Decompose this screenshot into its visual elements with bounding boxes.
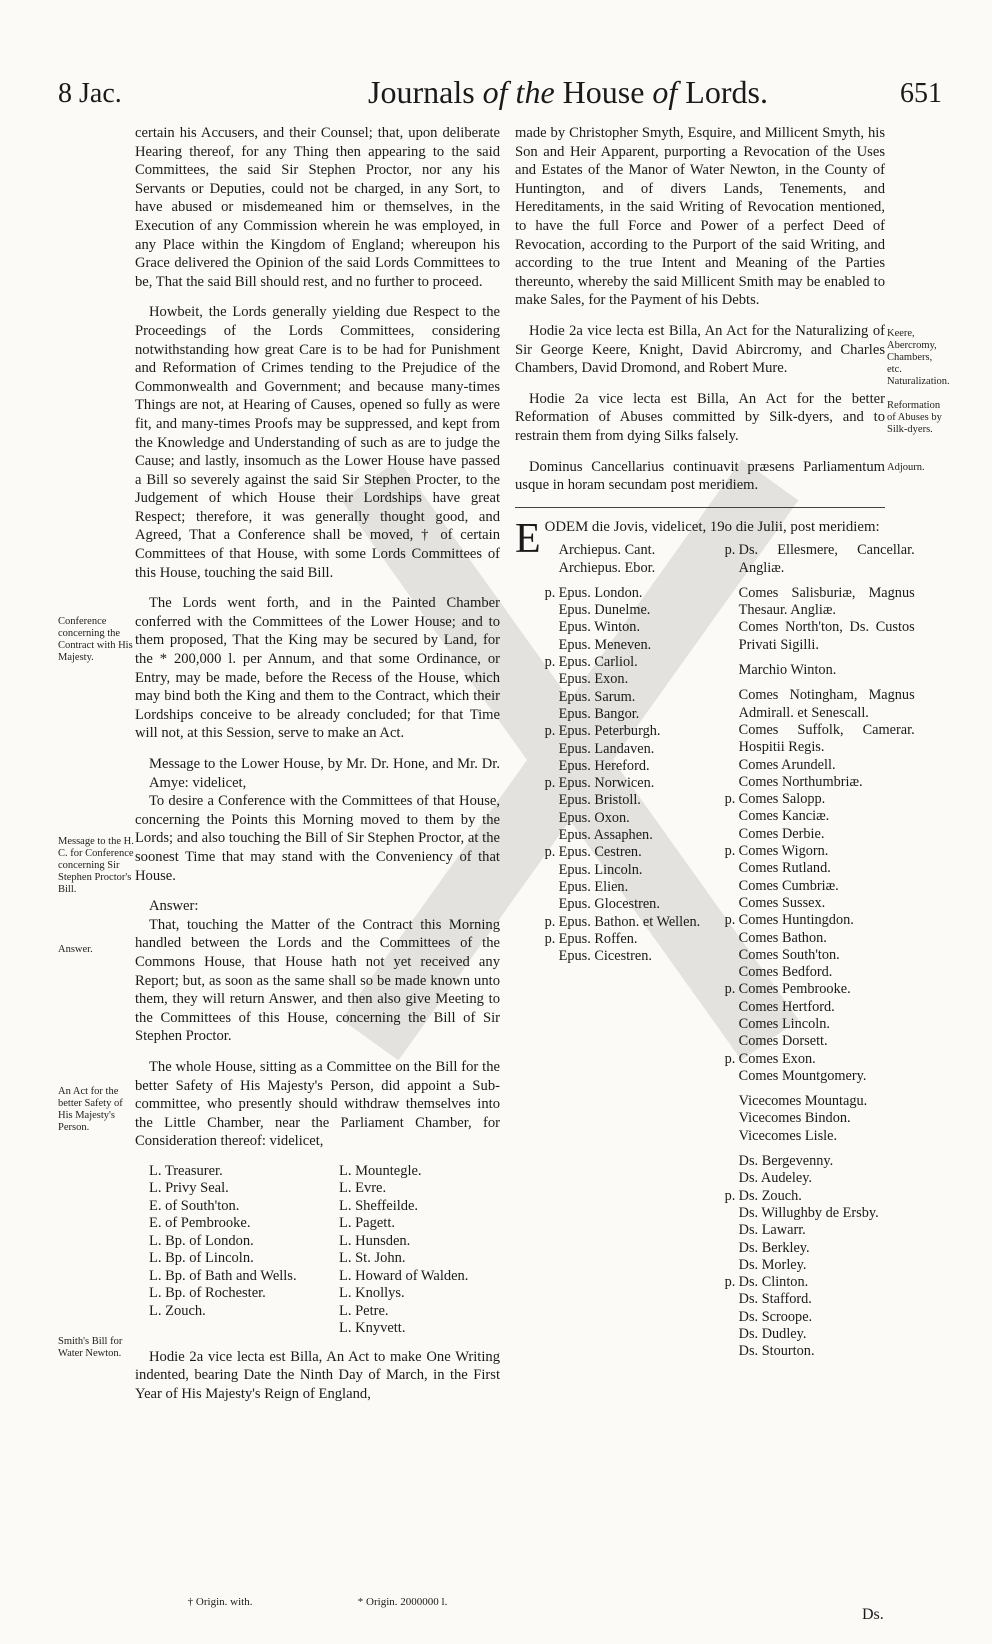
attendee: [545, 792, 725, 809]
drop-cap: E: [515, 515, 541, 562]
attendee: [725, 1033, 915, 1050]
attendee: [725, 585, 915, 620]
attendee-name: Epus. Bangor.: [558, 705, 640, 722]
attendee: [725, 1188, 915, 1205]
attendee: [725, 1068, 915, 1085]
committee-member: L. Hunsden.: [339, 1232, 411, 1249]
attendee-name: Vicecomes Mountagu.: [738, 1093, 868, 1110]
attendee: [725, 1110, 915, 1127]
attendee-name: Ds. Stafford.: [738, 1291, 812, 1308]
attendee: [725, 1291, 915, 1308]
committee-member: L. Bp. of Bath and Wells.: [149, 1267, 297, 1284]
attendee: [545, 879, 725, 896]
committee-member: L. Bp. of Lincoln.: [149, 1250, 254, 1267]
attendee-name: Epus. Carliol.: [558, 654, 638, 671]
attendee-name: Ds. Audeley.: [738, 1170, 812, 1187]
attendee: [725, 826, 915, 843]
committee-member: L. Privy Seal.: [149, 1180, 229, 1197]
footnote: * Origin. 2000000 l.: [357, 1596, 448, 1608]
attendee: [725, 964, 915, 981]
list-gap: [725, 577, 915, 585]
footnote: † Origin. with.: [187, 1596, 253, 1608]
attendee: [725, 1016, 915, 1033]
committee-member: L. Petre.: [339, 1302, 389, 1319]
attendee: [545, 706, 725, 723]
attendee-name: Epus. Cestren.: [558, 844, 642, 861]
attendee-name: Epus. Bristoll.: [558, 792, 641, 809]
attendee: [725, 1257, 915, 1274]
attendee-name: Epus. London.: [558, 584, 643, 601]
list-gap: [725, 654, 915, 662]
attendee-name: Comes Kanciæ.: [738, 808, 830, 825]
attendee-name: Epus. Sarum.: [558, 688, 636, 705]
attendee-name: Comes Exon.: [738, 1050, 816, 1067]
title-part: Journals: [368, 74, 483, 110]
attendee: [545, 671, 725, 688]
section-divider: [515, 507, 885, 508]
attendee: [545, 914, 725, 931]
present-mark: p.: [724, 1274, 736, 1291]
present-mark: p.: [544, 654, 556, 671]
attendee-name: Epus. Bathon. et Wellen.: [558, 913, 701, 930]
attendee-name: Comes North'ton, Ds. Custos Privati Sigilli.: [738, 619, 915, 653]
attendee-name: Comes South'ton.: [738, 946, 840, 963]
attendee: [725, 1222, 915, 1239]
attendee-name: Epus. Hereford.: [558, 757, 650, 774]
present-mark: p.: [544, 913, 556, 930]
committee-member: L. Knyvett.: [339, 1320, 406, 1337]
attendee-name: Comes Wigorn.: [738, 843, 829, 860]
committee-member: L. Pagett.: [339, 1215, 395, 1232]
page-number: 651: [900, 78, 942, 109]
attendee: [725, 1274, 915, 1291]
attendance-heading-text: ODEM die Jovis, videlicet, 19o die Julii, post meridiem:: [544, 518, 880, 535]
present-mark: p.: [724, 791, 736, 808]
present-mark: p.: [724, 981, 736, 998]
attendee: [725, 662, 915, 679]
attendee-name: Epus. Peterburgh.: [558, 723, 661, 740]
committee-member: L. Sheffeilde.: [339, 1197, 419, 1214]
committee-member: L. Bp. of London.: [149, 1232, 254, 1249]
attendee: [545, 723, 725, 740]
attendee-name: Ds. Berkley.: [738, 1239, 810, 1256]
attendee-name: Comes Derbie.: [738, 825, 825, 842]
present-mark: p.: [724, 1050, 736, 1067]
present-mark: p.: [544, 930, 556, 947]
attendee-name: Comes Salisburiæ, Magnus Thesaur. Angliæ.: [738, 584, 915, 619]
paragraph: The Lords went forth, and in the Painted Chamber conferred with the Committees of the Lower House; and to them proposed, That the King may be secured by Land, for the * 200,000 l. per Annum, and that some Ordinance, or Entry, may be made, before the Recess of the House, which may bind both the King and them to the Contract, which their Lordships conceive to be already concluded; for that Time will not, at this Session, serve to make an Act.: [135, 595, 500, 742]
attendee: [725, 981, 915, 998]
margin-note: Answer.: [58, 944, 93, 955]
answer-heading: Answer:: [149, 898, 199, 915]
attendee-name: Ds. Lawarr.: [738, 1222, 806, 1239]
attendee: [725, 1309, 915, 1326]
attendee: [545, 741, 725, 758]
attendee: [725, 1128, 915, 1145]
attendee: [725, 774, 915, 791]
attendee-name: Comes Bedford.: [738, 964, 833, 981]
title-part: Lords.: [677, 74, 768, 110]
paragraph: The whole House, sitting as a Committee on the Bill for the better Safety of His Majesty's Person, did appoint a Sub-committee, who presently should withdraw themselves into the Little Chamber, near the Parliament Chamber, for Consideration thereof: videlicet,: [135, 1058, 500, 1150]
attendee: [545, 931, 725, 948]
attendee-name: Comes Mountgomery.: [738, 1067, 867, 1084]
attendee: [725, 895, 915, 912]
list-gap: [545, 577, 725, 585]
title-part: House: [554, 74, 653, 110]
attendee: [545, 810, 725, 827]
attendee-name: Epus. Cicestren.: [558, 948, 652, 965]
committee-member: L. Knollys.: [339, 1285, 405, 1302]
list-gap: [725, 1145, 915, 1153]
committee-member: [135, 1320, 325, 1338]
attendee-name: Comes Dorsett.: [738, 1033, 828, 1050]
attendee-name: Ds. Stourton.: [738, 1343, 815, 1360]
attendee: [725, 757, 915, 774]
margin-note: Reformation of Abuses by Silk-dyers.: [887, 400, 942, 435]
title-part: of the: [482, 74, 555, 110]
attendee-name: Ds. Dudley.: [738, 1326, 807, 1343]
attendee-name: Comes Sussex.: [738, 894, 826, 911]
committee-member: L. Howard of Walden.: [339, 1267, 469, 1284]
attendee-name: Epus. Oxon.: [558, 809, 630, 826]
attendee: [545, 619, 725, 636]
attendee: [545, 602, 725, 619]
attendee-name: Ds. Bergevenny.: [738, 1153, 834, 1170]
present-mark: p.: [544, 723, 556, 740]
attendee-name: Ds. Willughby de Ersby.: [738, 1204, 879, 1221]
attendee: [545, 896, 725, 913]
list-gap: [725, 679, 915, 687]
present-mark: p.: [724, 843, 736, 860]
attendee-name: Epus. Lincoln.: [558, 861, 643, 878]
attendee-name: Epus. Roffen.: [558, 930, 638, 947]
attendee: [725, 808, 915, 825]
attendee: [545, 948, 725, 965]
attendee: [725, 1170, 915, 1187]
attendee-name: Marchio Winton.: [738, 662, 837, 679]
attendee-name: Epus. Assaphen.: [558, 827, 653, 844]
attendee-name: Epus. Elien.: [558, 878, 629, 895]
attendee-name: Epus. Landaven.: [558, 740, 655, 757]
attendee: [545, 758, 725, 775]
attendee: [725, 843, 915, 860]
attendee: [545, 689, 725, 706]
paragraph: Hodie 2a vice lecta est Billa, An Act to make One Writing indented, bearing Date the Ninth Day of March, in the First Year of His Majesty's Reign of England,: [135, 1348, 500, 1403]
attendee-name: Comes Bathon.: [738, 929, 827, 946]
present-mark: p.: [724, 542, 736, 559]
attendee: [725, 1093, 915, 1110]
attendee: [725, 1051, 915, 1068]
attendee-name: Vicecomes Lisle.: [738, 1127, 838, 1144]
attendee: [725, 912, 915, 929]
attendee-name: Ds. Morley.: [738, 1256, 807, 1273]
attendee-name: Epus. Meneven.: [558, 636, 652, 653]
attendee-name: Ds. Zouch.: [738, 1187, 802, 1204]
paragraph: Dominus Cancellarius continuavit præsens Parliamentum usque in horam secundam post meridiem.: [515, 458, 885, 494]
attendee: [545, 542, 725, 559]
attendee: [725, 687, 915, 722]
margin-note: Conference concerning the Contract with His Majesty.: [58, 616, 133, 663]
regnal-year: 8 Jac.: [58, 78, 122, 109]
committee-member: L. Bp. of Rochester.: [149, 1285, 266, 1302]
attendee-name: Ds. Clinton.: [738, 1274, 809, 1291]
attendee: [725, 1240, 915, 1257]
message-heading: Message to the Lower House, by Mr. Dr. Hone, and Mr. Dr. Amye: videlicet,: [149, 756, 500, 791]
present-mark: p.: [544, 775, 556, 792]
committee-member: L. Evre.: [339, 1180, 387, 1197]
attendee: [545, 654, 725, 671]
journal-title: [368, 74, 768, 111]
attendee-name: Epus. Winton.: [558, 619, 641, 636]
attendee-name: Epus. Exon.: [558, 671, 629, 688]
attendance-list: [544, 542, 915, 1360]
paragraph: That, touching the Matter of the Contract this Morning handled between the Lords and the Committees of the Commons House, that House hath not yet received any Report; but, as soon as the same shall so be made known unto them, they will return Answer, and then also give Meeting to the Committees of this House, concerning the Bill of Sir Stephen Proctor.: [135, 916, 500, 1045]
present-mark: p.: [544, 844, 556, 861]
paragraph: Hodie 2a vice lecta est Billa, An Act for the Naturalizing of Sir George Keere, Knight, David Abircromy, and Charles Chambers, David Dromond, and Robert Mure.: [515, 322, 885, 377]
attendee-name: Comes Suffolk, Camerar. Hospitii Regis.: [738, 721, 915, 756]
attendee-name: Comes Northumbriæ.: [738, 773, 863, 790]
attendee: [725, 860, 915, 877]
attendee-name: Comes Arundell.: [738, 756, 836, 773]
committee-member: L. Zouch.: [149, 1302, 206, 1319]
attendee-name: Ds. Ellesmere, Cancellar. Angliæ.: [738, 542, 915, 576]
footnotes: [135, 1596, 500, 1608]
paragraph: made by Christopher Smyth, Esquire, and Millicent Smyth, his Son and Heir Apparent, purporting a Revocation of the Uses and Estates of the Manor of Water Newton, in the County of Huntington, and of divers Lands, Tenements, and Hereditaments, in the said Writing of Revocation mentioned, to have the full Force and Power of a perfect Deed of Revocation, according to the Purport of the said Writing, and according to the true Intent and Meaning of the Parties thereunto, whereby the said Millicent Smith may be enabled to make Sales, for the Payment of his Debts.: [515, 125, 885, 309]
margin-note: Message to the H. C. for Conference concerning Sir Stephen Proctor's Bill.: [58, 836, 134, 895]
attendee-name: Vicecomes Bindon.: [738, 1110, 851, 1127]
list-gap: [725, 1085, 915, 1093]
committee-member: L. Mountegle.: [339, 1162, 422, 1179]
attendee: [545, 560, 725, 577]
attendee-name: Archiepus. Cant.: [558, 542, 656, 559]
attendee: [545, 637, 725, 654]
attendee-name: Comes Pembrooke.: [738, 981, 851, 998]
attendee: [725, 542, 915, 577]
margin-note: Adjourn.: [887, 462, 925, 473]
left-column: [135, 124, 500, 1416]
committee-list: [135, 1163, 500, 1338]
attendee: [545, 585, 725, 602]
title-part: of: [652, 74, 678, 110]
attendee-name: Comes Notingham, Magnus Admirall. et Senescall.: [738, 687, 915, 721]
attendee: [725, 791, 915, 808]
attendee-name: Comes Huntingdon.: [738, 912, 854, 929]
present-mark: p.: [724, 1187, 736, 1204]
present-mark: p.: [724, 912, 736, 929]
attendee-name: Comes Cumbriæ.: [738, 877, 839, 894]
attendee-name: Ds. Scroope.: [738, 1308, 813, 1325]
attendee-name: Comes Hertford.: [738, 998, 835, 1015]
attendee: [545, 827, 725, 844]
paragraph: Hodie 2a vice lecta est Billa, An Act for the better Reformation of Abuses committed by Silk-dyers, and to restrain them from dying Silks falsely.: [515, 390, 885, 444]
running-header: [58, 72, 942, 122]
committee-member: E. of South'ton.: [149, 1197, 240, 1214]
attendee: [725, 619, 915, 654]
margin-note: Keere, Abercromy, Chambers, etc. Naturalization.: [887, 328, 950, 387]
attendee-name: Epus. Glocestren.: [558, 896, 660, 913]
present-mark: p.: [544, 584, 556, 601]
attendee-name: Comes Lincoln.: [738, 1016, 830, 1032]
attendee-name: Archiepus. Ebor.: [558, 559, 656, 576]
paragraph: certain his Accusers, and their Counsel; that, upon deliberate Hearing thereof, for any Thing then appearing to the said Committees, the said Sir Stephen Proctor, nor any his Servants or Deputies, could not be charged, in any Sort, to have abused or misdemeaned him or themselves, in the Execution of any Commission wherein he was employed, in any Place within the Kingdom of England; whereupon his Grace delivered the Opinion of the said Lords Committees to be, That the said Bill should rest, and no further to proceed.: [135, 125, 500, 290]
catchword: Ds.: [862, 1606, 884, 1623]
attendee: [545, 775, 725, 792]
attendee: [725, 1343, 915, 1360]
margin-note: An Act for the better Safety of His Majesty's Person.: [58, 1086, 123, 1133]
committee-member: L. Treasurer.: [149, 1162, 223, 1179]
attendee-name: Comes Rutland.: [738, 860, 831, 877]
attendee: [725, 999, 915, 1016]
committee-member: E. of Pembrooke.: [149, 1215, 251, 1232]
lords-spiritual: [545, 542, 725, 1360]
attendee: [545, 862, 725, 879]
attendee: [725, 1326, 915, 1343]
attendee-name: Comes Salopp.: [738, 791, 826, 808]
lords-temporal: [725, 542, 915, 1360]
attendee: [725, 722, 915, 757]
attendee: [725, 1153, 915, 1170]
paragraph: Howbeit, the Lords generally yielding due Respect to the Proceedings of the Lords Committees, considering notwithstanding how great Care is to be had for Punishment and Reformation of Crimes tending to the Prejudice of the Commonwealth and Government; and because many-times Things are not, at Hearing of Causes, opened so fully as were fit, and many-times Proofs may be suppressed, and kept from the Knowledge and Understanding of such as are to judge the Cause; and lastly, insomuch as the Lower House have passed a Bill so severely against the said Sir Stephen Procter, to the Judgement of which House their Lordships have great Respect; therefore, it was generally thought good, and Agreed, That a Conference shall be moved, † of certain Committees of that House, with some Lords Committees of this House, touching the said Bill.: [135, 304, 500, 581]
attendee-name: Epus. Dunelme.: [558, 602, 651, 619]
attendee-name: Epus. Norwicen.: [558, 775, 655, 792]
attendee: [725, 947, 915, 964]
margin-note: Smith's Bill for Water Newton.: [58, 1336, 123, 1359]
attendee: [725, 930, 915, 947]
attendee: [725, 878, 915, 895]
attendee: [545, 844, 725, 861]
committee-member: L. St. John.: [339, 1250, 406, 1267]
paragraph: To desire a Conference with the Committees of that House, concerning the Points this Morning moved to them by the Lords; and also touching the Bill of Sir Stephen Proctor, at the soonest Time that may stand with the Conveniency of that House.: [135, 793, 500, 884]
attendee: [725, 1205, 915, 1222]
